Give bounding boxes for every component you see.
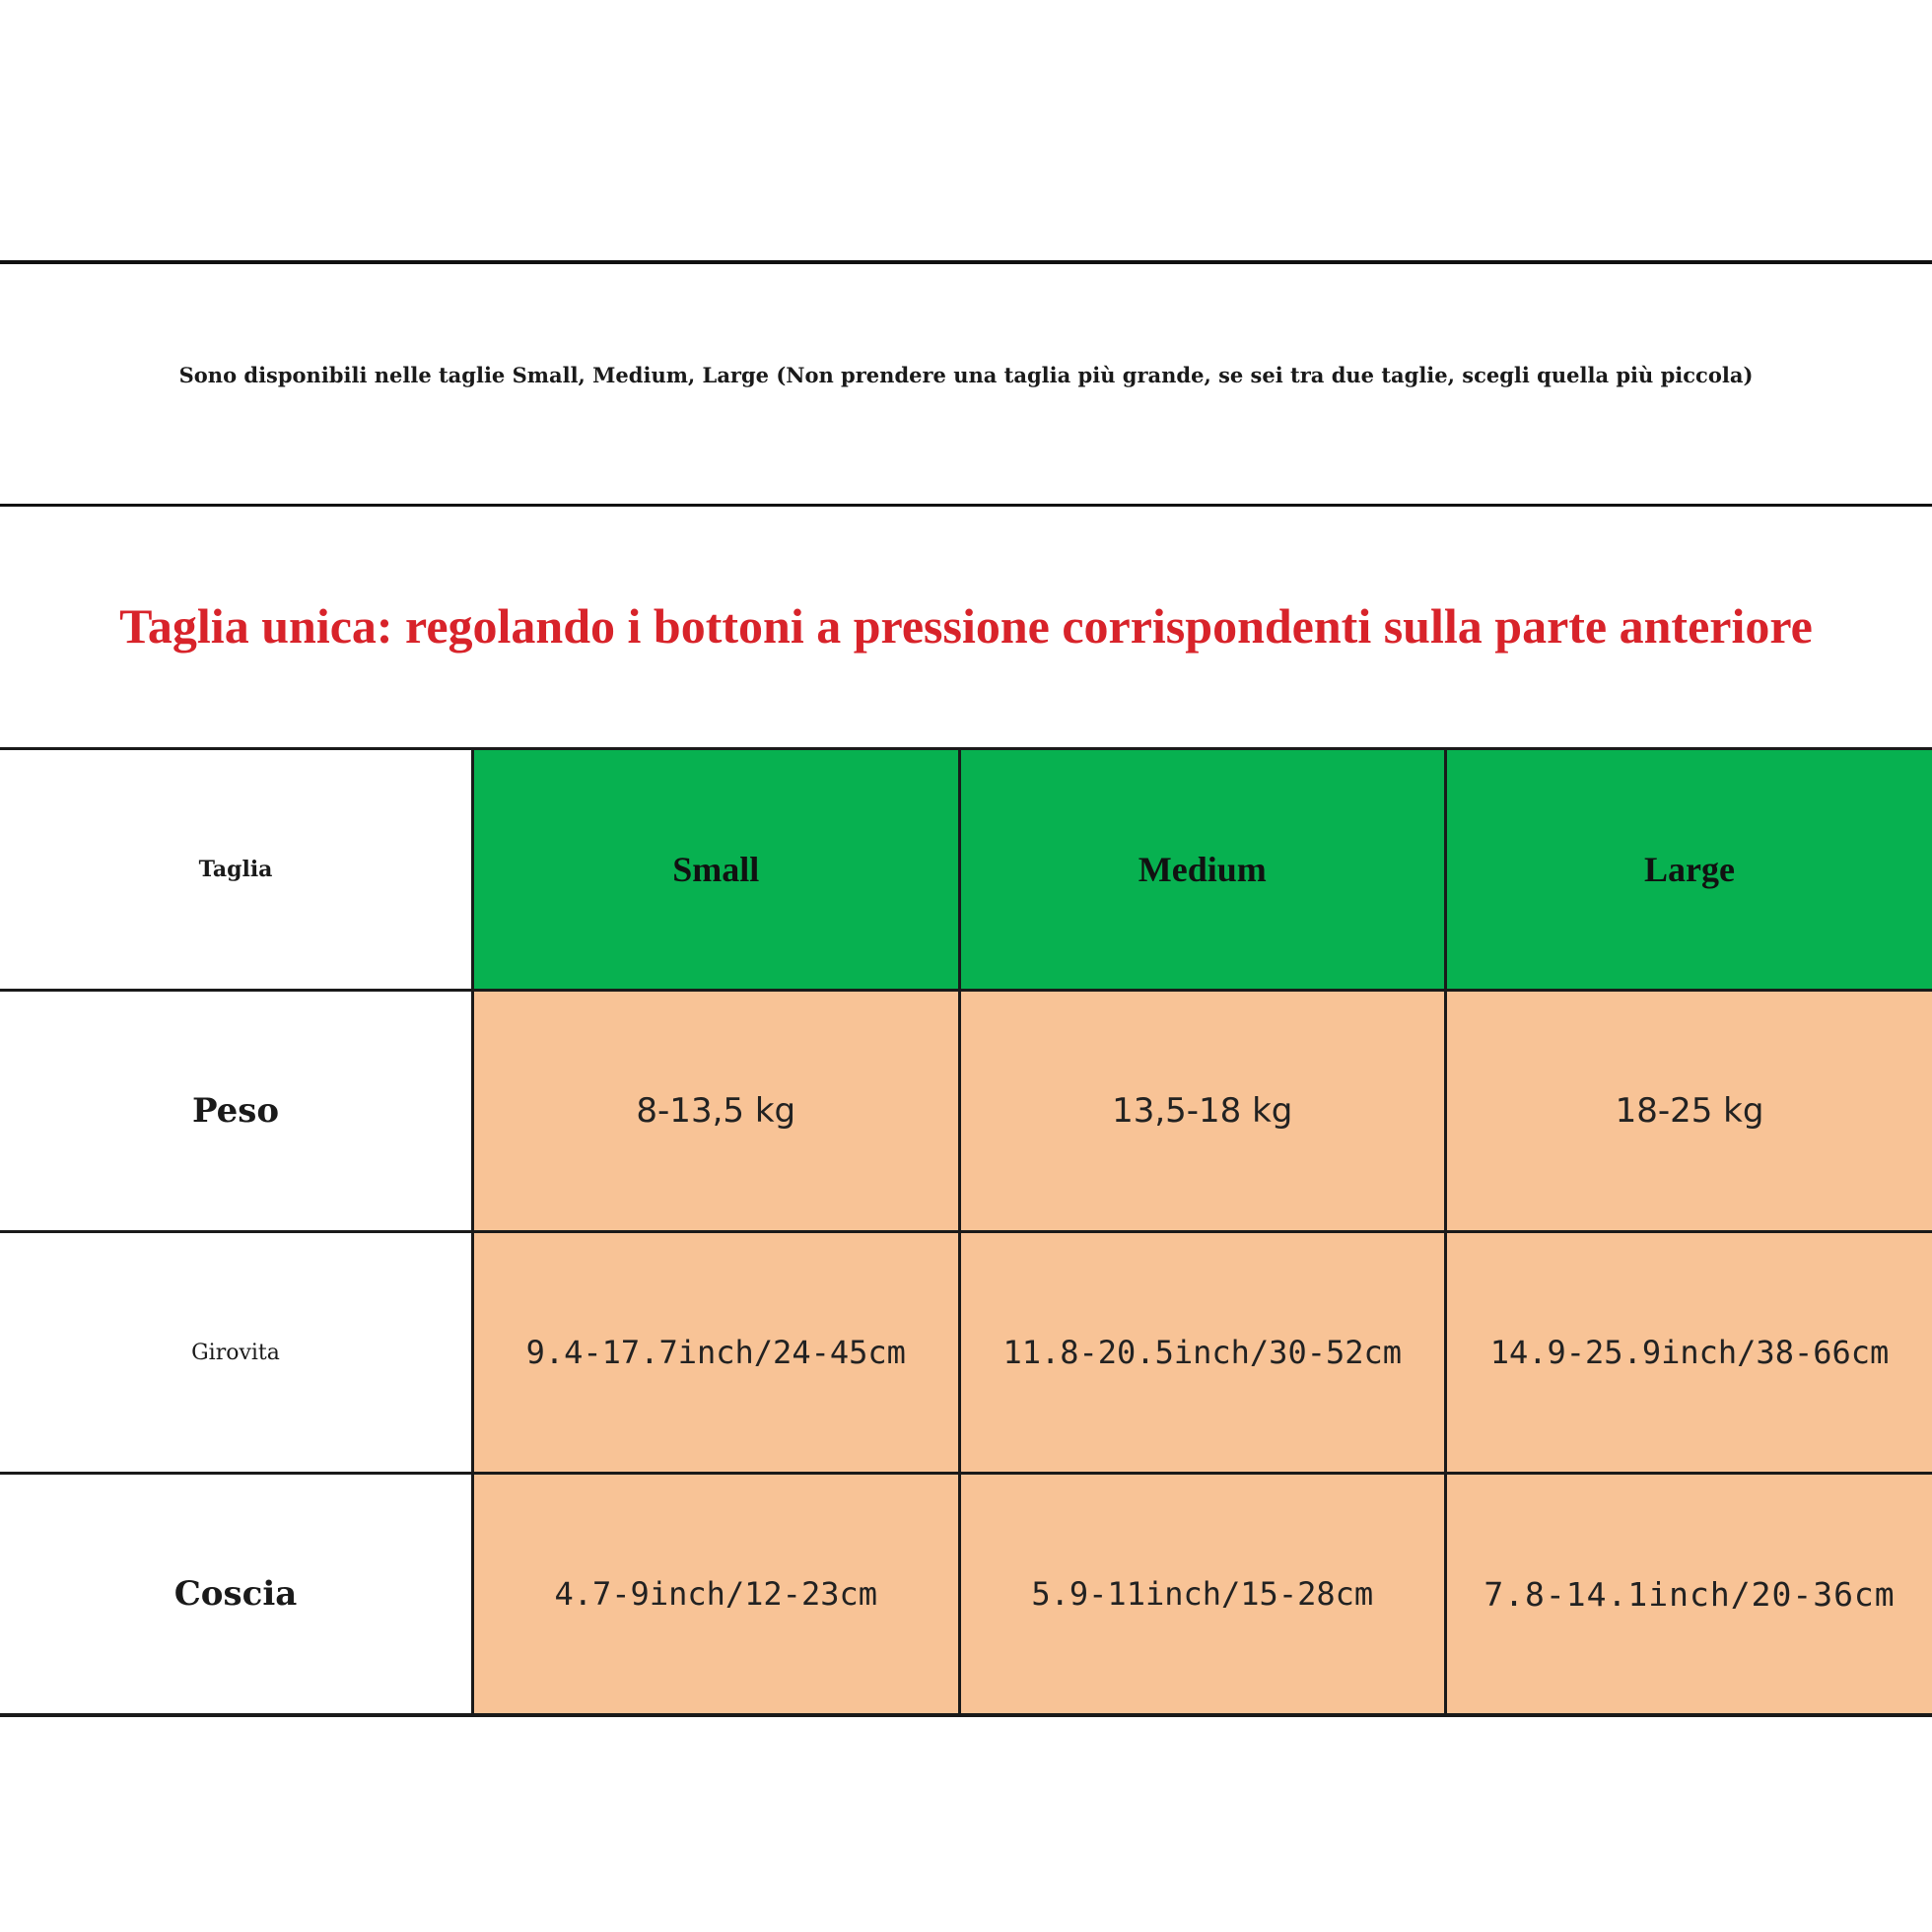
column-header-small: Small [473,749,960,991]
cell-girovita-small: 9.4-17.7inch/24-45cm [473,1232,960,1474]
one-size-headline: Taglia unica: regolando i bottoni a pressione corrispondenti sulla parte anteriore [119,598,1813,654]
row-label-girovita: Girovita [0,1232,473,1474]
size-chart-table [0,747,1932,1717]
table-header-row [0,749,1932,991]
cell-peso-large: 18-25 kg [1446,991,1932,1232]
column-header-medium: Medium [959,749,1446,991]
table-row-peso [0,991,1932,1232]
corner-label-taglia: Taglia [0,749,473,991]
size-availability-note: Sono disponibili nelle taglie Small, Medium, Large (Non prendere una taglia più grande, se sei tra due taglie, scegli quella più piccola) [178,363,1754,387]
cell-coscia-large: 7.8-14.1inch/20-36cm [1446,1474,1932,1716]
table-row-girovita [0,1232,1932,1474]
cell-peso-medium: 13,5-18 kg [959,991,1446,1232]
cell-girovita-medium: 11.8-20.5inch/30-52cm [959,1232,1446,1474]
cell-peso-small: 8-13,5 kg [473,991,960,1232]
middle-divider [0,504,1932,507]
row-label-coscia: Coscia [0,1474,473,1716]
cell-coscia-medium: 5.9-11inch/15-28cm [959,1474,1446,1716]
top-divider [0,260,1932,264]
cell-girovita-large: 14.9-25.9inch/38-66cm [1446,1232,1932,1474]
column-header-large: Large [1446,749,1932,991]
table-row-coscia [0,1474,1932,1716]
cell-coscia-small: 4.7-9inch/12-23cm [473,1474,960,1716]
row-label-peso: Peso [0,991,473,1232]
